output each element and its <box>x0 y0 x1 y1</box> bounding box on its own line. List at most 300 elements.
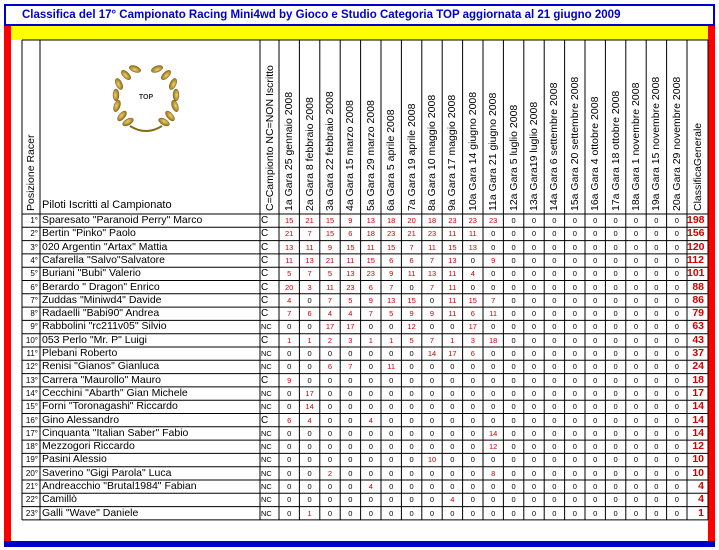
score-cell: 0 <box>552 242 557 252</box>
type-cell: NC <box>261 362 272 372</box>
score-cell: 0 <box>368 362 373 372</box>
score-cell: 0 <box>429 428 435 438</box>
race-column-header: 19a Gara 15 novembre 2008 <box>650 76 663 211</box>
score-cell: 0 <box>572 229 577 239</box>
score-cell: 0 <box>633 375 639 385</box>
score-cell: 0 <box>633 508 639 518</box>
score-cell: 0 <box>572 508 577 518</box>
type-cell: C <box>261 241 269 253</box>
score-cell: 0 <box>674 455 679 465</box>
score-cell: 0 <box>470 455 475 465</box>
score-cell: 0 <box>654 229 659 239</box>
score-cell: 0 <box>287 482 292 491</box>
score-cell: 0 <box>531 269 537 279</box>
score-cell: 0 <box>552 508 557 518</box>
score-cell: 0 <box>307 495 312 505</box>
score-cell: 23 <box>346 282 355 292</box>
score-cell: 7 <box>409 242 414 252</box>
score-cell: 9 <box>368 295 373 305</box>
score-cell: 5 <box>327 269 333 279</box>
score-cell: 0 <box>613 242 618 252</box>
score-cell: 0 <box>429 388 435 398</box>
score-cell: 0 <box>654 282 659 292</box>
score-cell: 6 <box>307 309 312 319</box>
score-cell: 0 <box>450 455 455 465</box>
score-cell: 0 <box>531 216 537 225</box>
score-cell: 0 <box>327 428 333 438</box>
score-cell: 10 <box>427 455 437 465</box>
score-cell: 23 <box>489 216 498 225</box>
score-cell: 0 <box>654 255 659 265</box>
score-cell: 0 <box>287 402 292 412</box>
score-cell: 0 <box>287 442 292 452</box>
race-column-header: 16a Gara 4 ottobre 2008 <box>589 96 602 211</box>
score-cell: 15 <box>325 229 335 239</box>
score-cell: 0 <box>368 349 373 358</box>
score-cell: 4 <box>348 309 353 319</box>
score-cell: 0 <box>531 229 537 239</box>
score-cell: 0 <box>389 442 394 452</box>
name-cell: Galli "Wave" Daniele <box>42 506 139 519</box>
rank-cell: 4° <box>30 255 38 265</box>
score-cell: 0 <box>572 455 577 465</box>
score-cell: 0 <box>633 388 639 398</box>
score-cell: 1 <box>368 335 373 345</box>
score-cell: 0 <box>287 362 292 372</box>
score-cell: 0 <box>572 375 577 385</box>
name-cell: Andreacchio "Brutal1984" Fabian <box>42 480 197 492</box>
score-cell: 15 <box>285 216 294 225</box>
name-cell: Zuddas "Miniwd4" Davide <box>42 293 162 306</box>
score-cell: 0 <box>674 242 679 252</box>
score-cell: 12 <box>489 442 498 452</box>
score-cell: 0 <box>470 482 475 491</box>
name-cell: Renisi "Gianos" Gianluca <box>42 360 160 373</box>
score-cell: 0 <box>429 442 435 452</box>
race-column-header: 7a Gara 19 aprile 2008 <box>405 103 418 211</box>
score-cell: 13 <box>468 242 477 252</box>
score-cell: 0 <box>450 375 455 385</box>
total-cell: 14 <box>692 426 704 439</box>
rank-cell: 9° <box>30 322 38 332</box>
score-cell: 0 <box>327 455 333 465</box>
score-cell: 0 <box>409 482 414 491</box>
score-cell: 0 <box>389 455 394 465</box>
score-cell: 0 <box>593 242 598 252</box>
score-cell: 0 <box>613 495 618 505</box>
score-cell: 18 <box>366 229 375 239</box>
score-cell: 5 <box>409 335 414 345</box>
score-cell: 11 <box>387 362 396 372</box>
score-cell: 7 <box>429 282 435 292</box>
score-cell: 0 <box>654 495 659 505</box>
total-cell: 37 <box>692 347 704 359</box>
score-cell: 0 <box>572 428 577 438</box>
score-cell: 0 <box>511 415 516 425</box>
type-cell: NC <box>261 508 272 518</box>
score-cell: 0 <box>552 349 557 358</box>
score-cell: 0 <box>593 415 598 425</box>
score-cell: 0 <box>633 455 639 465</box>
score-cell: 15 <box>366 255 375 265</box>
score-cell: 0 <box>368 322 373 332</box>
score-cell: 21 <box>325 255 335 265</box>
score-cell: 7 <box>287 309 292 319</box>
score-cell: 0 <box>531 295 537 305</box>
score-cell: 0 <box>450 402 455 412</box>
score-cell: 11 <box>448 269 457 279</box>
score-cell: 0 <box>450 482 455 491</box>
score-cell: 4 <box>368 415 373 425</box>
score-cell: 17 <box>325 322 335 332</box>
score-cell: 23 <box>427 229 437 239</box>
race-column-header: 5a Gara 29 marzo 2008 <box>364 100 377 211</box>
total-cell: 10 <box>692 466 704 479</box>
score-cell: 6 <box>470 349 475 358</box>
score-cell: 0 <box>613 295 618 305</box>
race-column-header: 12a Gara 5 luglio 2008 <box>507 104 520 211</box>
score-cell: 0 <box>613 442 618 452</box>
race-column-header: 8a Gara 10 maggio 2008 <box>426 94 438 211</box>
score-cell: 0 <box>633 415 639 425</box>
score-cell: 0 <box>389 495 394 505</box>
score-cell: 0 <box>531 349 537 358</box>
score-cell: 0 <box>511 216 516 225</box>
score-cell: 0 <box>511 242 516 252</box>
score-cell: 0 <box>633 229 639 239</box>
rank-cell: 3° <box>30 242 38 252</box>
total-cell: 79 <box>692 307 704 320</box>
race-column-header: 10a Gara 14 giugno 2008 <box>466 91 479 211</box>
score-cell: 7 <box>368 309 373 319</box>
score-cell: 0 <box>613 415 618 425</box>
score-cell: 12 <box>407 322 416 332</box>
race-column-header: 9a Gara 17 maggio 2008 <box>446 94 459 211</box>
score-cell: 0 <box>674 349 679 358</box>
score-cell: 0 <box>287 388 292 398</box>
score-cell: 0 <box>552 282 557 292</box>
score-cell: 4 <box>368 482 373 491</box>
score-cell: 7 <box>491 295 496 305</box>
score-cell: 0 <box>674 402 679 412</box>
type-cell: C <box>261 268 269 280</box>
score-cell: 0 <box>429 295 435 305</box>
score-cell: 0 <box>654 216 659 225</box>
score-cell: 0 <box>552 442 557 452</box>
name-cell: Rabbolini "rc211v05" Silvio <box>42 320 167 333</box>
score-cell: 0 <box>633 482 639 491</box>
score-cell: 0 <box>674 229 679 239</box>
score-cell: 0 <box>552 402 557 412</box>
total-cell: 17 <box>692 386 704 399</box>
score-cell: 0 <box>470 388 475 398</box>
race-column-header: 17a Gara 18 ottobre 2008 <box>609 90 622 211</box>
score-cell: 0 <box>531 255 537 265</box>
score-cell: 0 <box>287 428 292 438</box>
score-cell: 0 <box>613 255 618 265</box>
score-cell: 3 <box>470 335 475 345</box>
score-cell: 13 <box>346 269 355 279</box>
type-cell: NC <box>261 349 272 358</box>
score-cell: 0 <box>491 362 496 372</box>
type-cell: NC <box>261 322 272 332</box>
name-cell: 020 Argentin "Artax" Mattia <box>42 240 168 253</box>
name-cell: Plebani Roberto <box>42 347 118 359</box>
score-cell: 0 <box>491 415 496 425</box>
score-cell: 15 <box>407 295 416 305</box>
score-cell: 0 <box>552 269 557 279</box>
score-cell: 0 <box>470 375 475 385</box>
score-cell: 0 <box>491 402 496 412</box>
score-cell: 9 <box>429 309 435 319</box>
score-cell: 0 <box>674 388 679 398</box>
score-cell: 0 <box>511 335 516 345</box>
score-cell: 0 <box>654 335 659 345</box>
score-cell: 4 <box>470 269 475 279</box>
score-cell: 0 <box>348 388 353 398</box>
score-cell: 0 <box>654 375 659 385</box>
total-cell: 101 <box>687 267 705 280</box>
score-cell: 0 <box>511 375 516 385</box>
type-cell: C <box>261 215 269 226</box>
score-cell: 7 <box>327 295 333 305</box>
score-cell: 0 <box>674 508 679 518</box>
score-cell: 0 <box>409 442 414 452</box>
score-cell: 0 <box>511 402 516 412</box>
type-cell: NC <box>261 388 272 398</box>
score-cell: 23 <box>387 229 396 239</box>
score-cell: 0 <box>307 468 312 478</box>
score-cell: 0 <box>674 482 679 491</box>
score-cell: 0 <box>429 402 435 412</box>
score-cell: 0 <box>613 468 618 478</box>
score-cell: 13 <box>448 255 457 265</box>
score-cell: 11 <box>326 282 334 292</box>
score-cell: 11 <box>285 255 294 265</box>
score-cell: 0 <box>654 269 659 279</box>
score-cell: 0 <box>593 388 598 398</box>
score-cell: 0 <box>572 309 577 319</box>
rank-cell: 20° <box>25 468 38 478</box>
score-cell: 6 <box>470 309 475 319</box>
score-cell: 0 <box>531 482 537 491</box>
name-cell: Mezzogori Riccardo <box>42 440 135 453</box>
score-cell: 0 <box>531 495 537 505</box>
score-cell: 0 <box>307 362 312 372</box>
type-cell: C <box>261 334 269 346</box>
score-cell: 0 <box>327 402 333 412</box>
score-cell: 0 <box>633 242 639 252</box>
score-cell: 0 <box>389 508 394 518</box>
rank-cell: 7° <box>30 295 38 305</box>
type-cell: NC <box>261 495 272 505</box>
total-cell: 4 <box>698 480 704 492</box>
score-cell: 0 <box>633 282 639 292</box>
score-cell: 0 <box>429 322 435 332</box>
race-column-header: 3a Gara 22 febbraio 2008 <box>324 91 336 211</box>
score-cell: 0 <box>613 508 618 518</box>
score-cell: 0 <box>327 349 333 358</box>
rank-cell: 21° <box>25 482 38 491</box>
type-cell: NC <box>261 482 272 491</box>
score-cell: 17 <box>346 322 355 332</box>
total-cell: 198 <box>687 214 705 226</box>
score-cell: 0 <box>368 402 373 412</box>
score-cell: 0 <box>531 468 537 478</box>
score-cell: 0 <box>307 482 312 491</box>
score-cell: 0 <box>633 216 639 225</box>
total-cell: 14 <box>692 400 704 413</box>
score-cell: 0 <box>552 375 557 385</box>
score-cell: 0 <box>389 322 394 332</box>
score-cell: 0 <box>633 362 639 372</box>
score-cell: 0 <box>674 415 679 425</box>
rank-cell: 17° <box>25 428 38 438</box>
score-cell: 0 <box>327 388 333 398</box>
score-cell: 15 <box>325 216 335 225</box>
score-cell: 0 <box>409 495 414 505</box>
score-cell: 0 <box>531 335 537 345</box>
score-cell: 0 <box>552 468 557 478</box>
rank-cell: 18° <box>25 442 38 452</box>
type-cell: C <box>261 294 269 306</box>
score-cell: 0 <box>491 508 496 518</box>
score-cell: 7 <box>307 229 312 239</box>
score-cell: 0 <box>613 309 618 319</box>
score-cell: 0 <box>450 468 455 478</box>
total-cell: 63 <box>692 320 704 333</box>
rank-cell: 16° <box>25 415 38 425</box>
score-cell: 0 <box>552 362 557 372</box>
score-cell: 0 <box>409 508 414 518</box>
score-cell: 0 <box>593 455 598 465</box>
score-cell: 0 <box>572 402 577 412</box>
score-cell: 0 <box>511 322 516 332</box>
score-cell: 0 <box>552 216 557 225</box>
score-cell: 0 <box>572 388 577 398</box>
score-cell: 13 <box>366 216 375 225</box>
score-cell: 0 <box>531 309 537 319</box>
race-column-header: 11a Gara 21 giugno 2008 <box>487 92 500 211</box>
score-cell: 0 <box>429 468 435 478</box>
score-cell: 0 <box>531 282 537 292</box>
score-cell: 4 <box>327 309 333 319</box>
score-cell: 0 <box>593 495 598 505</box>
score-cell: 0 <box>593 216 598 225</box>
score-cell: 0 <box>674 428 679 438</box>
score-cell: 18 <box>489 335 498 345</box>
score-cell: 0 <box>593 229 598 239</box>
total-cell: 43 <box>692 333 704 346</box>
score-cell: 5 <box>389 309 394 319</box>
score-cell: 7 <box>429 335 435 345</box>
score-cell: 0 <box>613 482 618 491</box>
rank-cell: 13° <box>25 375 38 385</box>
score-cell: 20 <box>285 282 294 292</box>
logo-text: TOP <box>138 94 154 101</box>
name-cell: Carrera "Maurollo" Mauro <box>42 373 161 386</box>
score-cell: 0 <box>674 295 679 305</box>
race-column-header: 2a Gara 8 febbraio 2008 <box>303 97 316 211</box>
score-cell: 0 <box>552 495 557 505</box>
score-cell: 0 <box>552 229 557 239</box>
score-cell: 0 <box>491 269 496 279</box>
type-cell: C <box>261 254 269 266</box>
score-cell: 14 <box>305 402 314 412</box>
score-cell: 0 <box>491 482 496 491</box>
score-cell: 0 <box>307 428 312 438</box>
score-cell: 0 <box>368 468 373 478</box>
score-cell: 6 <box>409 255 414 265</box>
score-cell: 0 <box>572 442 577 452</box>
score-cell: 0 <box>491 495 496 505</box>
race-column-header: 20a Gara 29 novembre 2008 <box>670 76 683 211</box>
score-cell: 0 <box>327 375 333 385</box>
score-cell: 0 <box>572 349 577 358</box>
rank-cell: 23° <box>25 508 38 518</box>
score-cell: 0 <box>389 375 394 385</box>
score-cell: 11 <box>305 242 314 252</box>
score-cell: 0 <box>613 349 618 358</box>
score-cell: 0 <box>674 468 679 478</box>
score-cell: 9 <box>348 216 353 225</box>
score-cell: 0 <box>511 362 516 372</box>
score-cell: 21 <box>407 229 416 239</box>
score-cell: 0 <box>654 455 659 465</box>
score-cell: 9 <box>409 309 414 319</box>
score-cell: 0 <box>348 415 353 425</box>
score-cell: 4 <box>307 415 312 425</box>
type-cell: NC <box>261 455 272 465</box>
score-cell: 21 <box>305 216 314 225</box>
score-cell: 0 <box>429 508 435 518</box>
race-column-header: 14a Gara 6 settembre 2008 <box>548 82 561 211</box>
score-cell: 0 <box>429 375 435 385</box>
name-cell: 053 Perlo "Mr. P" Luigi <box>42 333 147 346</box>
score-cell: 0 <box>389 402 394 412</box>
score-cell: 0 <box>633 495 639 505</box>
score-cell: 11 <box>448 295 457 305</box>
score-cell: 0 <box>368 495 373 505</box>
score-cell: 0 <box>654 349 659 358</box>
name-cell: Berardo " Dragon" Enrico <box>42 280 160 293</box>
score-cell: 7 <box>348 362 353 372</box>
score-cell: 0 <box>572 335 577 345</box>
race-column-header: 6a Gara 5 aprile 2008 <box>385 109 398 211</box>
score-cell: 0 <box>389 388 394 398</box>
score-cell: 0 <box>511 282 516 292</box>
score-cell: 0 <box>593 349 598 358</box>
score-cell: 0 <box>470 442 475 452</box>
score-cell: 0 <box>409 282 414 292</box>
score-cell: 0 <box>613 282 618 292</box>
score-cell: 0 <box>654 468 659 478</box>
score-cell: 0 <box>654 309 659 319</box>
score-cell: 0 <box>552 255 557 265</box>
score-cell: 0 <box>389 468 394 478</box>
score-cell: 0 <box>511 482 516 491</box>
score-cell: 0 <box>348 495 353 505</box>
score-cell: 0 <box>511 229 516 239</box>
score-cell: 0 <box>348 402 353 412</box>
score-cell: 0 <box>572 295 577 305</box>
score-cell: 0 <box>348 375 353 385</box>
total-cell: 14 <box>692 413 704 426</box>
score-cell: 0 <box>409 362 414 372</box>
score-cell: 1 <box>307 335 312 345</box>
score-cell: 0 <box>552 415 557 425</box>
score-cell: 0 <box>450 362 455 372</box>
